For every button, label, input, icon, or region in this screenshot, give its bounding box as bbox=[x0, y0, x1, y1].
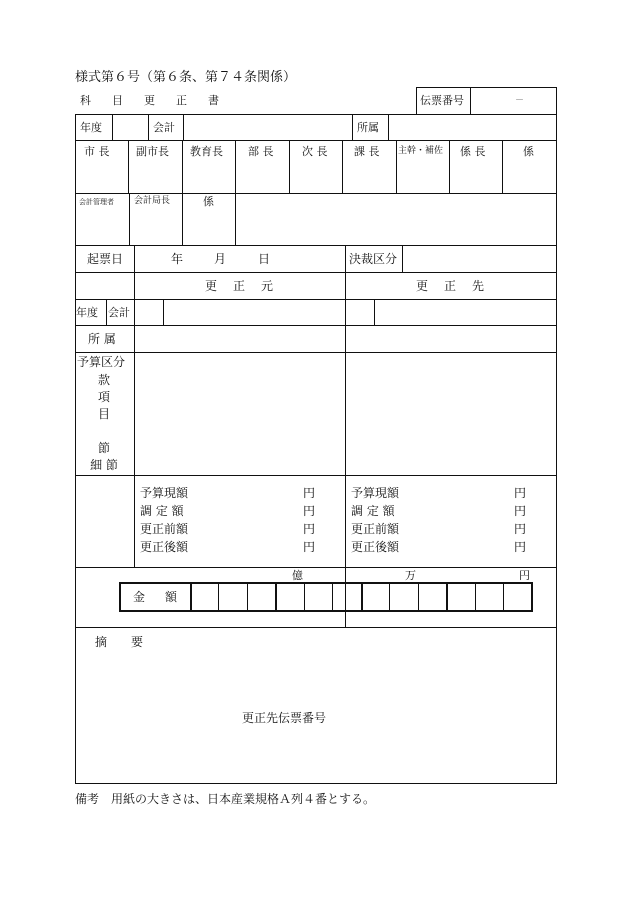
correction-target-label: 更 正 先 bbox=[416, 279, 487, 293]
budget-item-saisetsu: 細 節 bbox=[90, 458, 118, 472]
source-before-label: 更正前額 bbox=[140, 522, 189, 536]
info-account-label: 会計 bbox=[153, 121, 175, 134]
digit-man-label: 万 bbox=[405, 569, 416, 582]
budget-item-spacer bbox=[78, 423, 130, 440]
source-current-budget-label: 予算現額 bbox=[140, 486, 189, 500]
source-yen-3: 円 bbox=[302, 522, 315, 536]
summary-field[interactable] bbox=[76, 628, 556, 783]
budget-classification-items bbox=[78, 372, 130, 474]
approver-deputy-mayor: 副市長 bbox=[136, 145, 169, 158]
source-yen-4: 円 bbox=[302, 540, 315, 554]
source-account-name-field[interactable] bbox=[164, 300, 344, 325]
approver-accounting-chief: 会計局長 bbox=[134, 196, 171, 206]
info-fiscal-year-label: 年度 bbox=[80, 121, 102, 134]
correction-department-label: 所 属 bbox=[88, 332, 116, 346]
amount-label: 金 額 bbox=[133, 590, 182, 604]
budget-classification-label: 予算区分 bbox=[77, 355, 126, 369]
approver-superintendent: 教育長 bbox=[190, 145, 223, 158]
info-account-field[interactable] bbox=[184, 115, 351, 140]
target-yen-1: 円 bbox=[513, 486, 526, 500]
target-department-field[interactable] bbox=[346, 326, 556, 352]
approver-mayor: 市 長 bbox=[84, 145, 110, 158]
source-amount-lines bbox=[140, 484, 315, 556]
approver-deputy-director: 次 長 bbox=[302, 145, 328, 158]
source-account-code-field[interactable] bbox=[135, 300, 162, 325]
form-number: 様式第６号（第６条、第７４条関係） bbox=[75, 70, 297, 85]
target-account-code-field[interactable] bbox=[346, 300, 373, 325]
source-department-field[interactable] bbox=[135, 326, 344, 352]
approver-director: 部 長 bbox=[248, 145, 274, 158]
source-yen-2: 円 bbox=[302, 504, 315, 518]
draft-month: 月 bbox=[214, 252, 227, 266]
slip-number-label: 伝票番号 bbox=[420, 94, 464, 107]
target-budget-field[interactable] bbox=[346, 353, 556, 475]
approver-accounting-staff: 係 bbox=[203, 195, 214, 208]
target-yen-2: 円 bbox=[513, 504, 526, 518]
target-current-budget-label: 予算現額 bbox=[351, 486, 400, 500]
form-title: 科 目 更 正 書 bbox=[80, 94, 224, 107]
slip-number-value[interactable]: － bbox=[515, 96, 525, 106]
correction-account-label: 会計 bbox=[108, 306, 130, 319]
approver-accounting-manager: 会計管理者 bbox=[79, 198, 114, 206]
approver-staff: 係 bbox=[523, 145, 534, 158]
draft-date-label: 起票日 bbox=[87, 252, 124, 266]
info-department-label: 所属 bbox=[357, 121, 379, 134]
target-yen-4: 円 bbox=[513, 540, 526, 554]
digit-yen-label: 円 bbox=[519, 569, 530, 582]
target-amount-lines bbox=[351, 484, 526, 556]
source-yen-1: 円 bbox=[302, 486, 315, 500]
target-slip-number-label: 更正先伝票番号 bbox=[242, 711, 327, 725]
budget-item-kou: 項 bbox=[97, 390, 110, 404]
correction-source-label: 更 正 元 bbox=[205, 279, 276, 293]
approver-unit-chief: 係 長 bbox=[460, 145, 486, 158]
approver-section-chief: 課 長 bbox=[354, 145, 380, 158]
draft-day: 日 bbox=[258, 252, 271, 266]
approver-assistant: 主幹・補佐 bbox=[398, 146, 444, 156]
decision-category-field[interactable] bbox=[403, 246, 556, 272]
budget-item-setsu: 節 bbox=[97, 441, 110, 455]
info-fiscal-year-field[interactable] bbox=[113, 115, 147, 140]
amount-digit-input[interactable] bbox=[192, 584, 531, 610]
summary-label: 摘 要 bbox=[95, 635, 144, 649]
source-after-label: 更正後額 bbox=[140, 540, 189, 554]
info-department-field[interactable] bbox=[389, 115, 556, 140]
budget-item-moku: 目 bbox=[97, 407, 110, 421]
draft-year: 年 bbox=[171, 252, 184, 266]
correction-fiscal-year-label: 年度 bbox=[76, 306, 98, 319]
target-assessed-label: 調 定 額 bbox=[351, 504, 395, 518]
target-after-label: 更正後額 bbox=[351, 540, 400, 554]
decision-category-label: 決裁区分 bbox=[349, 252, 398, 266]
target-yen-3: 円 bbox=[513, 522, 526, 536]
target-account-name-field[interactable] bbox=[375, 300, 556, 325]
digit-oku-label: 億 bbox=[292, 569, 303, 582]
source-assessed-label: 調 定 額 bbox=[140, 504, 184, 518]
budget-item-kan: 款 bbox=[97, 373, 110, 387]
footnote: 備考 用紙の大きさは、日本産業規格Ａ列４番とする。 bbox=[75, 792, 376, 806]
source-budget-field[interactable] bbox=[135, 353, 344, 475]
target-before-label: 更正前額 bbox=[351, 522, 400, 536]
